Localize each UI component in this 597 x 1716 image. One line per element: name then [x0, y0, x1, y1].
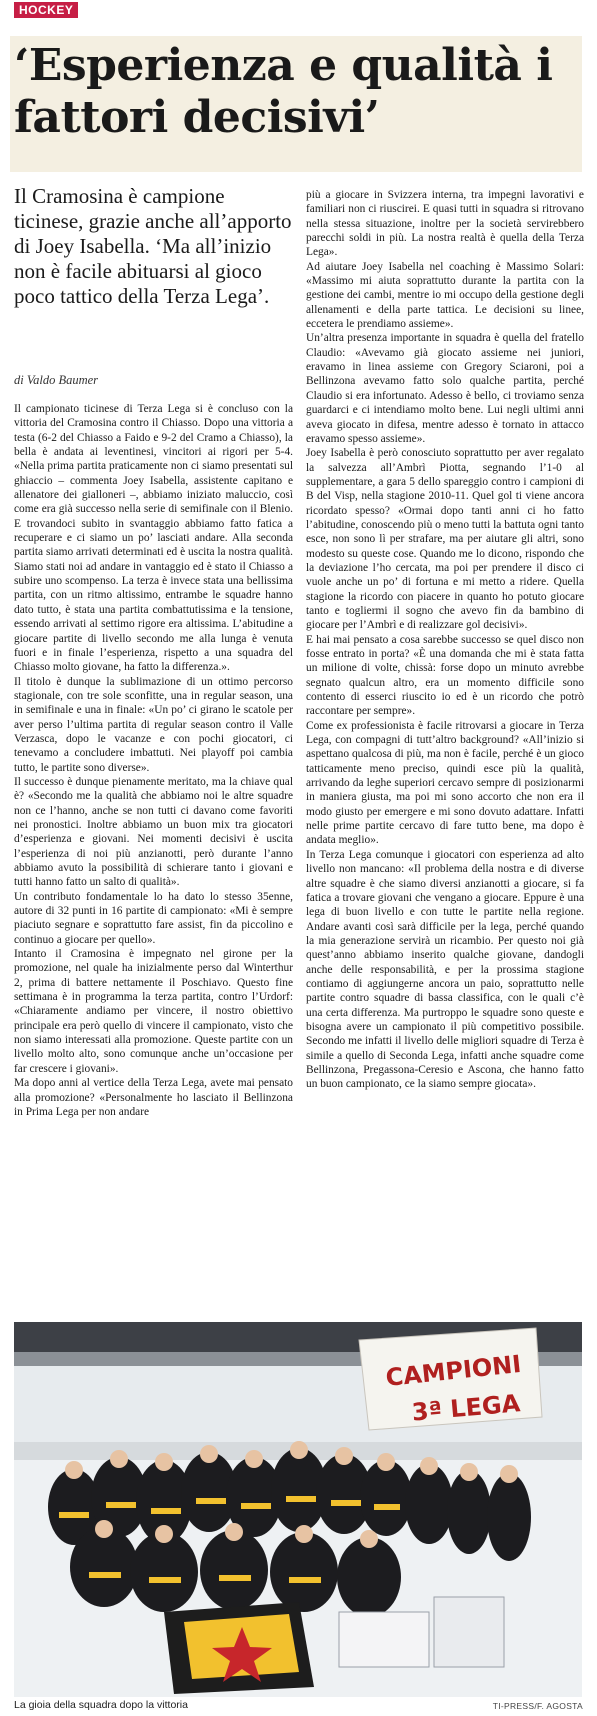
byline: di Valdo Baumer	[14, 373, 99, 387]
paragraph: Il campionato ticinese di Terza Lega si è concluso con la vittoria del Cramosina contro il Chiasso. Dopo una vittoria a testa (6-2 del Chiasso a Faido e 9-2 del Cramo a Chiasso), la bella è andata ai leventinesi, vincitori ai rigori per 5-4. «Nella prima partita praticamente non ci siamo presentati sul ghiaccio – commenta Joey Isabella, assistente capitano e allenatore dei gialloneri –, abbiamo iniziato maluccio, così come era già successo nella serie di semifinale con il Blenio. E trovandoci subito in svantaggio abbiamo fatto fatica a recuperare e ci siamo un po’ lasciati andare. Alla seconda partita siamo arrivati determinati ed è uscita la nostra qualità. Siamo stati noi ad andare in vantaggio ed è stato il Chiasso a subire uno scompenso. La terza è invece stata una bellissima partita, con un ritmo altissimo, entrambe le squadre hanno dato tutto, è stata una partita combattutissima e la tensione, essendo arrivati al settimo rigore era altissima. L’abitudine a giocare partite di livello secondo me alla lunga è venuta fuori e in finale l’esperienza, rispetto a una squadra del Chiasso molto giovane, ha fatto la differenza.».	[14, 403, 293, 674]
banner-line-2: 3ª LEGA	[410, 1389, 522, 1427]
article-column-2	[306, 188, 584, 1288]
paragraph: più a giocare in Svizzera interna, tra impegni lavorativi e familiari non ci riuscirei. E quasi tutti in squadra si ritrovano nella stessa situazione, inoltre per la società servirebbero parecchi soldi in più. La nostra realtà è quella della Terza Lega».	[306, 189, 584, 259]
paragraph: Ad aiutare Joey Isabella nel coaching è Massimo Solari: «Massimo mi aiuta soprattutto durante la partita con la gestione dei cambi, mentre io mi occupo della gestione degli allenamenti e della parte tattica. Le decisioni su linee, eccetera le prendiamo assieme».	[306, 260, 584, 331]
banner-line-1: CAMPIONI	[384, 1349, 523, 1393]
paragraph: Joey Isabella è però conosciuto soprattutto per aver regalato la salvezza all’Ambrì Piotta, segnando l’1-0 al supplementare, a gara 5 dello spareggio contro i campioni di B del Visp, nella stagione 2010-11. Quel gol ti viene ancora ricordato spesso? «Ormai dopo tanti anni ci ho fatto l’abitudine, conoscendo più o meno tutti la battuta ogni tanto esce, non sono lì per strafare, ma per aiutare gli altri, sono modesto su queste cose. Quando me lo dicono, rispondo che la deviazione l’ho cercata, ma poi per prendere il disco ci vuole anche un po’ di fortuna e mi metto a ridere. Quella stagione la ricordo con piacere in quanto ho potuto giocare tanto e togliermi il sogno che avevo fin da bambino di giocare per l’Ambrì e di realizzare gol decisivi».	[306, 447, 584, 632]
paragraph: Un’altra presenza importante in squadra è quella del fratello Claudio: «Avevamo già giocato assieme nei juniori, eravamo in linea assieme con Gregory Sciaroni, poi a Bellinzona avevamo fatto solo qualche partita, perché Claudio si era infortunato. Adesso è bello, ci troviamo senza guardarci e ci intendiamo molto bene. Lui negli ultimi anni aveva giocato in difesa, mentre adesso è tornato in attacco eravamo spesso assieme».	[306, 332, 584, 445]
subheadline: Il Cramosina è campione ticinese, grazie anche all’apporto di Joey Isabella. ‘Ma all’inizio non è facile abituarsi al gioco poco tattico della Terza Lega’.	[14, 184, 292, 308]
paragraph: Il successo è dunque pienamente meritato, ma la chiave qual è? «Secondo me la qualità che abbiamo noi le altre squadre non ce l’hanno, anche se non tutti ci davano come favoriti nei pronostici. Inoltre abbiamo un buon mix tra giocatori d’esperienza e giovani. Nei momenti decisivi è uscita l’esperienza di noi più anzianotti, però durante l’anno abbiamo avuto la possibilità di schierare tanto i giovani e tutti hanno fatto un salto di qualità».	[14, 775, 293, 889]
photo-credit: TI-PRESS/F. AGOSTA	[492, 1701, 583, 1711]
headline: ‘Esperienza e qualità i fattori decisivi’	[14, 40, 553, 143]
photo-caption: La gioia della squadra dopo la vittoria	[14, 1699, 188, 1711]
banner-sign	[359, 1328, 542, 1430]
paragraph: Come ex professionista è facile ritrovarsi a giocare in Terza Lega, con compagni di tutt’altro background? «All’inizio si aspettano qualcosa di più, ma non è facile, perché è un gioco tatticamente meno preciso, quindi esce più la qualità, arrivando da leghe superiori cercavo sempre di posizionarmi in maniera giusta, ma poi mi sono accorto che non era il modo giusto per emergere e mi sono dovuto adattare. Infatti nelle prime partite cercavo di fare tutto bene, ma dopo è andata meglio».	[306, 719, 584, 847]
paragraph: Intanto il Cramosina è impegnato nel girone per la promozione, nel quale ha inizialmente perso dal Winterthur 2, prima di battere nettamente il Poschiavo. Questo fine settimana è in programma la terza partita, contro l’Urdorf: «Chiaramente andiamo per vincere, il nostro obiettivo principale era però quello di vincere il campionato, visto che non siamo interessati alla promozione. Queste partite con un livello molto alto, sono comunque anche un’occasione per far crescere i giovani».	[14, 948, 293, 1075]
team-celebration-photo	[14, 1322, 582, 1697]
paragraph: E hai mai pensato a cosa sarebbe successo se quel disco non fosse entrato in porta? «È una domanda che mi è stata fatta un milione di volte, chissà: forse dopo un minuto avrebbe segnato qualcun altro, era un momento difficile sono contento di esserci riuscito io ed è un ricordo che potrò raccontare per sempre».	[306, 633, 584, 718]
paragraph: In Terza Lega comunque i giocatori con esperienza ad alto livello non mancano: «Il problema della nostra e di diverse altre squadre è che siamo diversi anzianotti a giocare, si fa fatica a trovare giovani che vengano a giocare. Eppure è una lega di buon livello e con tutte le partite nella regione. Andare avanti così sarà difficile per la lega, perché quando la mia generazione servirà un ricambio. Per questo noi già quest’anno abbiamo inserito qualche giovane, dandogli anche delle responsabilità, e per la prossima stagione contiamo di aggiungerne ancora un paio, soprattutto nelle partite contro squadre di bassa classifica, con le quali c’è una certa differenza. Ma purtroppo le squadre sono queste e bisogna avere un campionato il più competitivo possibile. Secondo me infatti il livello delle migliori squadre di Terza è simile a quello di Seconda Lega, infatti anche squadre come Bellinzona, Pregassona-Ceresio e Ascona, che hanno fatto un buon campionato, ce la siamo sempre giocata».	[306, 848, 584, 1091]
section-tag: HOCKEY	[14, 2, 78, 18]
paragraph: Un contributo fondamentale lo ha dato lo stesso 35enne, autore di 32 punti in 16 partite di campionato: «Mi è sempre piaciuto segnare e soprattutto fare assist, fin da piccolino e continuo a giocare per quello».	[14, 890, 293, 946]
article-column-1	[14, 402, 293, 1284]
paragraph: Ma dopo anni al vertice della Terza Lega, avete mai pensato alla promozione? «Personalmente ho lasciato il Bellinzona in Prima Lega per non andare	[14, 1077, 293, 1118]
paragraph: Il titolo è dunque la sublimazione di un ottimo percorso stagionale, con tre sole sconfitte, una in regular season, una in semifinale e una in finale: «Un po’ ci girano le scatole per aver perso l’ultima partita di regular season contro il Valle Verzasca, dopo le vacanze e con pochi giocatori, ci tenevamo a concludere imbattuti. Nei playoff poi cambia tutto, le partite sono diverse».	[14, 675, 293, 774]
team-flag	[164, 1602, 314, 1694]
